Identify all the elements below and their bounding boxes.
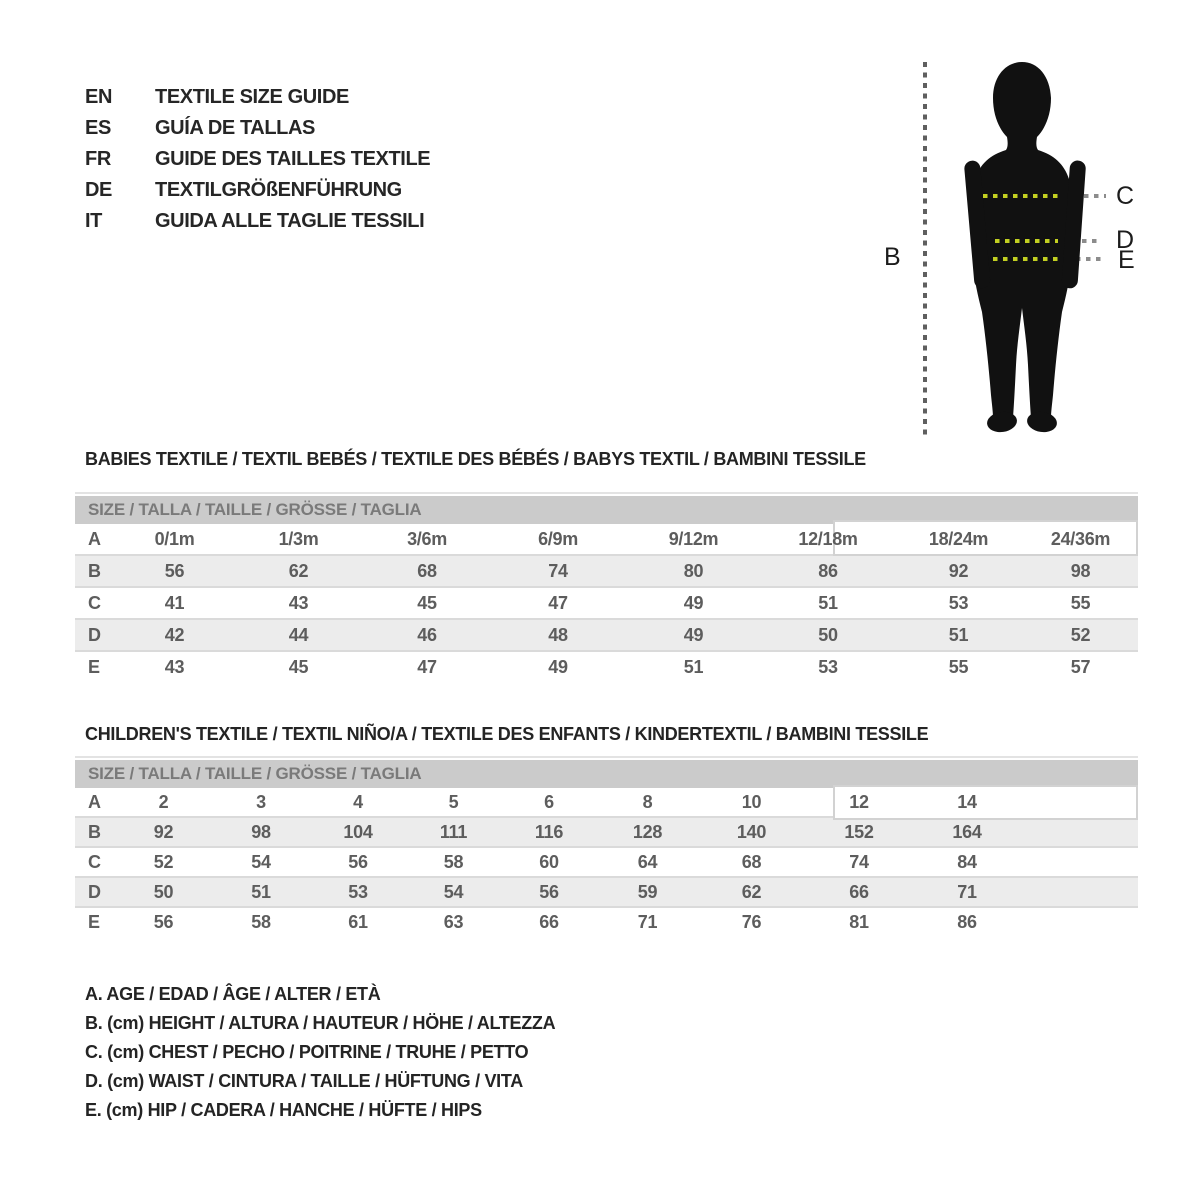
cell-value: 56 <box>153 912 174 932</box>
table-cell <box>363 524 491 556</box>
table-cell <box>363 652 491 684</box>
cell-value: 71 <box>637 912 658 932</box>
children-table-header: SIZE / TALLA / TAILLE / GRÖSSE / TAGLIA <box>75 760 1138 788</box>
table-cell <box>625 524 762 556</box>
language-label: GUÍA DE TALLAS <box>155 117 315 139</box>
table-cell <box>212 908 310 938</box>
row-label: B <box>88 822 101 842</box>
table-cell <box>625 588 762 620</box>
legend-hip: E. (cm) HIP / CADERA / HANCHE / HÜFTE / HIPS <box>85 1100 482 1120</box>
table-cell <box>805 878 913 908</box>
hip-measure-label: E <box>1118 246 1135 274</box>
table-cell <box>363 556 491 588</box>
measurement-legend <box>85 980 555 1125</box>
cell-value: 58 <box>443 852 464 872</box>
cell-value: 46 <box>417 625 437 645</box>
table-cell <box>894 620 1023 652</box>
cell-value: 51 <box>683 657 704 677</box>
table-cell <box>894 556 1023 588</box>
row-label-cell <box>75 908 115 938</box>
cell-value: 47 <box>548 593 568 613</box>
table-cell <box>115 788 212 818</box>
table-cell <box>894 588 1023 620</box>
language-label: TEXTILGRÖßENFÜHRUNG <box>155 179 402 201</box>
table-cell <box>491 652 625 684</box>
cell-value: 9/12m <box>668 529 719 549</box>
cell-value: 53 <box>948 593 969 613</box>
table-cell <box>1023 588 1138 620</box>
cell-value: 43 <box>288 593 309 613</box>
table-row <box>75 588 1138 620</box>
table-cell <box>234 620 363 652</box>
row-label: D <box>88 625 101 645</box>
language-code: ES <box>85 117 111 139</box>
table-row <box>75 878 1138 908</box>
cell-value: 58 <box>251 912 271 932</box>
table-cell <box>762 620 894 652</box>
table-cell <box>491 588 625 620</box>
cell-value: 59 <box>637 882 658 902</box>
table-cell <box>913 848 1021 878</box>
table-cell <box>1023 556 1138 588</box>
row-label-cell <box>75 818 115 848</box>
cell-value: 49 <box>683 593 704 613</box>
cell-value: 63 <box>443 912 464 932</box>
cell-value: 56 <box>348 852 368 872</box>
table-cell <box>212 818 310 848</box>
table-cell <box>913 908 1021 938</box>
cell-value: 55 <box>1070 593 1091 613</box>
table-cell <box>234 556 363 588</box>
table-row <box>75 818 1138 848</box>
table-cell <box>501 878 597 908</box>
table-cell <box>310 908 406 938</box>
cell-value: 92 <box>153 822 174 842</box>
cell-value: 4 <box>353 792 363 812</box>
table-cell <box>698 908 805 938</box>
row-label: D <box>88 882 101 902</box>
cell-value: 71 <box>957 882 977 902</box>
table-cell <box>501 908 597 938</box>
table-cell <box>597 908 698 938</box>
children-size-table <box>75 756 1138 938</box>
table-cell <box>234 524 363 556</box>
table-top-rule <box>75 756 1138 758</box>
cell-value: 18/24m <box>928 529 989 549</box>
language-label: GUIDE DES TAILLES TEXTILE <box>155 148 431 170</box>
cell-value: 80 <box>683 561 704 581</box>
table-cell <box>115 818 212 848</box>
cell-value: 5 <box>448 792 459 812</box>
table-cell <box>913 818 1021 848</box>
table-cell <box>115 556 234 588</box>
table-cell <box>597 848 698 878</box>
cell-value: 128 <box>632 822 663 842</box>
table-cell <box>115 588 234 620</box>
language-code: DE <box>85 179 112 201</box>
silhouette-right-foot <box>1026 410 1058 434</box>
table-cell <box>234 588 363 620</box>
cell-value: 41 <box>164 593 185 613</box>
legend-age: A. AGE / EDAD / ÂGE / ALTER / ETÀ <box>85 984 381 1004</box>
table-cell <box>212 878 310 908</box>
cell-value: 43 <box>164 657 185 677</box>
cell-value: 10 <box>741 792 762 812</box>
cell-value: 53 <box>818 657 838 677</box>
table-cell <box>805 908 913 938</box>
table-cell <box>310 878 406 908</box>
language-label: TEXTILE SIZE GUIDE <box>155 86 349 108</box>
legend-waist: D. (cm) WAIST / CINTURA / TAILLE / HÜFTUNG / VITA <box>85 1071 523 1091</box>
language-label: GUIDA ALLE TAGLIE TESSILI <box>155 210 425 232</box>
cell-value: 66 <box>849 882 869 902</box>
cell-value: 48 <box>548 625 568 645</box>
language-row-de <box>85 175 430 206</box>
table-cell <box>698 788 805 818</box>
table-cell <box>115 652 234 684</box>
table-cell <box>762 556 894 588</box>
cell-value: 56 <box>539 882 559 902</box>
cell-value: 49 <box>548 657 568 677</box>
cell-value: 76 <box>741 912 762 932</box>
table-cell <box>310 788 406 818</box>
language-code: FR <box>85 148 111 170</box>
cell-value: 140 <box>736 822 767 842</box>
table-cell <box>491 620 625 652</box>
table-cell <box>491 524 625 556</box>
babies-table-header: SIZE / TALLA / TAILLE / GRÖSSE / TAGLIA <box>75 496 1138 524</box>
waist-measure-label: D <box>1116 226 1135 254</box>
cell-value: 51 <box>948 625 969 645</box>
table-row <box>75 620 1138 652</box>
table-row <box>75 556 1138 588</box>
cell-value: 49 <box>683 625 704 645</box>
cell-value: 62 <box>288 561 309 581</box>
cell-value: 66 <box>539 912 559 932</box>
row-label-cell <box>75 524 115 556</box>
cell-value: 12 <box>849 792 869 812</box>
table-cell <box>115 524 234 556</box>
cell-value: 54 <box>251 852 271 872</box>
chest-measure-label: C <box>1116 182 1135 210</box>
table-cell <box>894 652 1023 684</box>
table-cell <box>698 848 805 878</box>
cell-value: 74 <box>548 561 568 581</box>
row-label: E <box>88 912 100 932</box>
table-cell <box>363 588 491 620</box>
cell-value: 74 <box>849 852 869 872</box>
cell-value: 50 <box>818 625 838 645</box>
height-measure-label: B <box>884 243 901 271</box>
empty-cell <box>1021 848 1138 878</box>
table-cell <box>115 620 234 652</box>
cell-value: 47 <box>417 657 437 677</box>
row-label-cell <box>75 848 115 878</box>
empty-cell <box>1021 878 1138 908</box>
cell-value: 86 <box>957 912 977 932</box>
cell-value: 84 <box>957 852 977 872</box>
row-label: E <box>88 657 100 677</box>
cell-value: 6 <box>544 792 554 812</box>
table-cell <box>1023 652 1138 684</box>
cell-value: 12/18m <box>798 529 858 549</box>
row-label: C <box>88 852 101 872</box>
table-cell <box>115 878 212 908</box>
table-cell <box>310 848 406 878</box>
table-cell <box>597 788 698 818</box>
table-cell <box>1023 620 1138 652</box>
table-cell <box>406 908 501 938</box>
table-cell <box>212 848 310 878</box>
table-cell <box>762 652 894 684</box>
language-list <box>85 82 430 237</box>
legend-chest: C. (cm) CHEST / PECHO / POITRINE / TRUHE / PETTO <box>85 1042 529 1062</box>
cell-value: 54 <box>443 882 464 902</box>
empty-cell <box>1021 908 1138 938</box>
cell-value: 3/6m <box>407 529 447 549</box>
row-label-cell <box>75 788 115 818</box>
cell-value: 64 <box>637 852 658 872</box>
table-cell <box>406 818 501 848</box>
cell-value: 60 <box>539 852 559 872</box>
cell-value: 81 <box>849 912 869 932</box>
cell-value: 44 <box>288 625 309 645</box>
table-cell <box>597 878 698 908</box>
size-highlight-box <box>833 785 1138 820</box>
language-code: IT <box>85 210 102 232</box>
table-cell <box>212 788 310 818</box>
table-cell <box>234 652 363 684</box>
row-label-cell <box>75 652 115 684</box>
table-cell <box>805 818 913 848</box>
table-cell <box>406 848 501 878</box>
row-label: B <box>88 561 101 581</box>
table-cell <box>491 556 625 588</box>
babies-size-table <box>75 492 1138 684</box>
cell-value: 68 <box>741 852 762 872</box>
cell-value: 45 <box>417 593 437 613</box>
table-cell <box>698 818 805 848</box>
empty-cell <box>1021 818 1138 848</box>
cell-value: 51 <box>251 882 271 902</box>
table-row <box>75 908 1138 938</box>
language-row-it <box>85 206 430 237</box>
legend-height: B. (cm) HEIGHT / ALTURA / HAUTEUR / HÖHE / ALTEZZA <box>85 1013 556 1033</box>
cell-value: 98 <box>1070 561 1091 581</box>
table-cell <box>805 848 913 878</box>
table-cell <box>913 878 1021 908</box>
cell-value: 98 <box>251 822 271 842</box>
table-cell <box>115 908 212 938</box>
babies-section-title: BABIES TEXTILE / TEXTIL BEBÉS / TEXTILE DES BÉBÉS / BABYS TEXTIL / BAMBINI TESSILE <box>85 449 866 469</box>
table-cell <box>501 818 597 848</box>
cell-value: 92 <box>948 561 969 581</box>
cell-value: 50 <box>153 882 174 902</box>
language-row-es <box>85 113 430 144</box>
row-label-cell <box>75 878 115 908</box>
cell-value: 56 <box>164 561 185 581</box>
cell-value: 8 <box>642 792 653 812</box>
cell-value: 152 <box>844 822 874 842</box>
cell-value: 3 <box>256 792 266 812</box>
row-label: C <box>88 593 101 613</box>
language-row-en <box>85 82 430 113</box>
row-label-cell <box>75 588 115 620</box>
cell-value: 55 <box>948 657 969 677</box>
cell-value: 42 <box>164 625 185 645</box>
cell-value: 14 <box>957 792 977 812</box>
cell-value: 104 <box>343 822 373 842</box>
row-label: A <box>88 792 101 812</box>
cell-value: 68 <box>417 561 437 581</box>
table-cell <box>115 848 212 878</box>
cell-value: 53 <box>348 882 368 902</box>
table-cell <box>501 788 597 818</box>
children-section-title: CHILDREN'S TEXTILE / TEXTIL NIÑO/A / TEXTILE DES ENFANTS / KINDERTEXTIL / BAMBINI TESSILE <box>85 724 929 744</box>
table-cell <box>625 620 762 652</box>
table-cell <box>625 556 762 588</box>
cell-value: 57 <box>1070 657 1091 677</box>
table-row <box>75 848 1138 878</box>
cell-value: 1/3m <box>278 529 319 549</box>
table-cell <box>597 818 698 848</box>
cell-value: 51 <box>818 593 838 613</box>
language-code: EN <box>85 86 112 108</box>
cell-value: 111 <box>439 822 468 842</box>
row-label-cell <box>75 556 115 588</box>
cell-value: 61 <box>348 912 368 932</box>
table-cell <box>363 620 491 652</box>
cell-value: 6/9m <box>538 529 578 549</box>
cell-value: 86 <box>818 561 838 581</box>
table-top-rule <box>75 492 1138 494</box>
cell-value: 62 <box>741 882 762 902</box>
language-row-fr <box>85 144 430 175</box>
cell-value: 0/1m <box>154 529 195 549</box>
table-row <box>75 652 1138 684</box>
silhouette-left-foot <box>986 410 1018 434</box>
child-silhouette <box>964 62 1087 434</box>
cell-value: 2 <box>158 792 169 812</box>
table-cell <box>698 878 805 908</box>
table-cell <box>406 788 501 818</box>
table-cell <box>762 588 894 620</box>
table-cell <box>406 878 501 908</box>
child-silhouette-figure <box>880 50 1150 450</box>
cell-value: 52 <box>153 852 174 872</box>
cell-value: 164 <box>952 822 982 842</box>
table-cell <box>625 652 762 684</box>
table-cell <box>310 818 406 848</box>
row-label: A <box>88 529 101 549</box>
cell-value: 45 <box>288 657 309 677</box>
table-cell <box>501 848 597 878</box>
cell-value: 24/36m <box>1050 529 1111 549</box>
row-label-cell <box>75 620 115 652</box>
cell-value: 116 <box>534 822 564 842</box>
cell-value: 52 <box>1070 625 1091 645</box>
